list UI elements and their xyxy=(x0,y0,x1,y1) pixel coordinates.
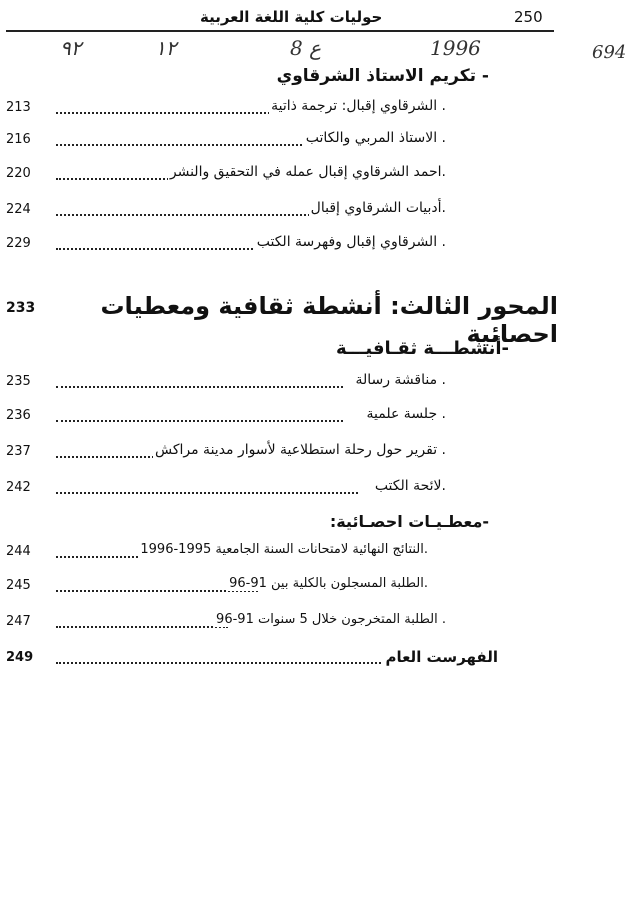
entry-title: .احمد الشرقاوي إقبال عمله في التحقيق والنشر xyxy=(169,164,446,180)
entry-title: . الاستاذ المربي والكاتب xyxy=(305,130,446,146)
toc-entry xyxy=(6,164,558,188)
section-heading-activities: -أنشطـــة ثقـافيـــة xyxy=(335,338,509,359)
entry-title: . الشرقاوي إقبال وفهرسة الكتب xyxy=(256,234,446,250)
handwritten-note: ٩٢ xyxy=(60,36,82,60)
toc-entry xyxy=(6,200,558,224)
entry-page: 245 xyxy=(6,578,31,593)
handwritten-margin-note: 694 xyxy=(592,42,627,63)
general-index-row xyxy=(6,648,558,672)
toc-entry xyxy=(6,406,558,430)
entry-title: . الطلبة المتخرجون خلال 5 سنوات 91-96 xyxy=(216,612,446,627)
entry-page: 224 xyxy=(6,202,31,217)
entry-title: .الطلبة المسجلون بالكلية بين 91-96 xyxy=(229,576,428,591)
general-index-title: الفهرست العام xyxy=(385,648,498,666)
dot-leader xyxy=(56,556,138,558)
entry-page: 244 xyxy=(6,544,31,559)
dot-leader xyxy=(56,420,343,422)
entry-page: 237 xyxy=(6,444,31,459)
toc-entry xyxy=(6,612,558,636)
section-heading-stats: -معطـيـات احصـائية: xyxy=(329,512,489,531)
toc-entry xyxy=(6,130,558,154)
entry-title: . تقرير حول رحلة استطلاعية لأسوار مدينة مراكش xyxy=(154,442,446,458)
running-header xyxy=(0,6,639,32)
section-heading-honor: - تكريم الاستاذ الشرقاوي xyxy=(276,66,489,86)
entry-page: 247 xyxy=(6,614,31,629)
toc-entry xyxy=(6,442,558,466)
entry-title: . جلسة علمية xyxy=(366,406,446,422)
entry-page: 216 xyxy=(6,132,31,147)
dot-leader xyxy=(56,662,388,664)
toc-entry xyxy=(6,234,558,258)
toc-entry xyxy=(6,576,558,600)
handwritten-note: 8 ع xyxy=(290,36,322,60)
part-three-row xyxy=(6,292,558,348)
entry-page: 235 xyxy=(6,374,31,389)
entry-title: .لائحة الكتب xyxy=(374,478,446,494)
handwritten-note: 1996 xyxy=(430,36,481,60)
part-three-title: المحور الثالث: أنشطة ثقافية ومعطيات احصائية xyxy=(100,292,558,348)
dot-leader xyxy=(56,456,158,458)
part-three-page: 233 xyxy=(6,300,36,316)
entry-page: 213 xyxy=(6,100,31,115)
handwritten-note: ١٢ xyxy=(155,36,177,60)
toc-entry xyxy=(6,542,558,566)
entry-title: .أدبيات الشرقاوي إقبال xyxy=(310,200,446,216)
entry-page: 236 xyxy=(6,408,31,423)
toc-entry xyxy=(6,372,558,396)
entry-page: 242 xyxy=(6,480,31,495)
entry-title: . الشرقاوي إقبال: ترجمة ذاتية xyxy=(271,98,446,114)
general-index-page: 249 xyxy=(6,650,34,665)
entry-page: 229 xyxy=(6,236,31,251)
toc-entry xyxy=(6,478,558,502)
dot-leader xyxy=(56,386,343,388)
entry-page: 220 xyxy=(6,166,31,181)
entry-title: . مناقشة رسالة xyxy=(355,372,446,388)
journal-title: حوليات كلية اللغة العربية xyxy=(200,8,383,26)
toc-entry xyxy=(6,98,558,122)
page-number: 250 xyxy=(514,8,543,26)
dot-leader xyxy=(56,626,228,628)
dot-leader xyxy=(56,492,358,494)
entry-title: .النتائج النهائية لامتحانات السنة الجامعية 1995-1996 xyxy=(140,542,428,557)
header-rule xyxy=(6,30,554,32)
